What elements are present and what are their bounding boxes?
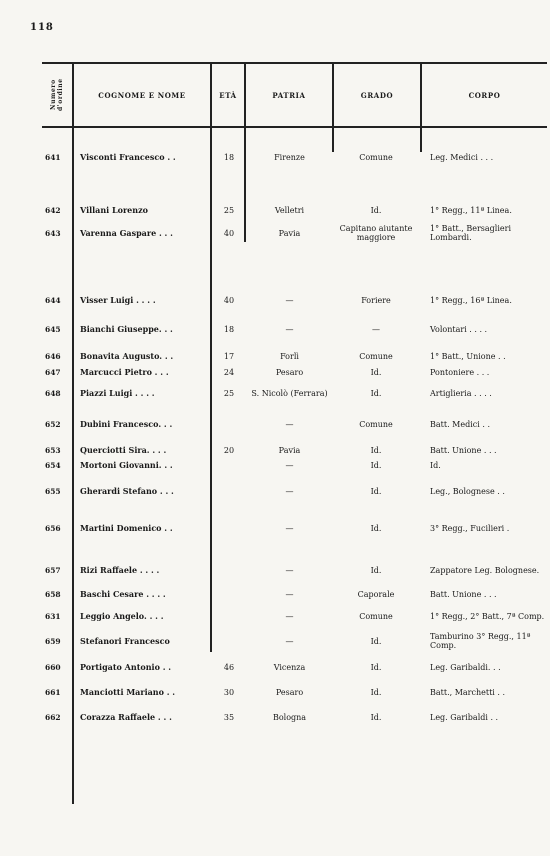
row-age: 30 bbox=[223, 687, 235, 697]
table-row bbox=[42, 411, 547, 437]
row-rank: Id. bbox=[370, 486, 382, 496]
table-row bbox=[42, 452, 547, 478]
row-number: 652 bbox=[45, 419, 61, 429]
row-rank: Comune bbox=[359, 152, 393, 162]
row-homeland: — bbox=[285, 295, 294, 305]
row-name: Piazzi Luigi . . . . bbox=[80, 387, 155, 398]
row-age: 25 bbox=[223, 205, 235, 215]
row-corps: 1° Regg., 11ª Linea. bbox=[430, 205, 512, 215]
row-number: 653 bbox=[45, 445, 61, 455]
row-corps: Leg., Bolognese . . bbox=[430, 486, 505, 496]
row-rank: Id. bbox=[370, 205, 382, 215]
row-rank: Comune bbox=[359, 351, 393, 361]
row-number: 646 bbox=[45, 351, 61, 361]
header-name: COGNOME E NOME bbox=[98, 90, 186, 100]
row-homeland: — bbox=[285, 486, 294, 496]
row-age bbox=[214, 603, 244, 629]
row-rank: Comune bbox=[359, 611, 393, 621]
row-number: 655 bbox=[45, 486, 61, 496]
row-corps: Zappatore Leg. Bolognese. bbox=[430, 565, 540, 575]
header-corps: CORPO bbox=[468, 90, 501, 100]
row-number: 645 bbox=[45, 324, 61, 334]
row-rank: Id. bbox=[370, 687, 382, 697]
row-corps: Volontari . . . . bbox=[430, 324, 488, 334]
row-homeland: — bbox=[285, 419, 294, 429]
row-rank: Id. bbox=[370, 460, 382, 470]
row-homeland: — bbox=[285, 460, 294, 470]
row-name: Dubini Francesco. . . bbox=[80, 418, 173, 429]
row-age bbox=[214, 557, 244, 583]
row-number: 644 bbox=[45, 295, 61, 305]
row-homeland: S. Nicolò (Ferrara) bbox=[251, 388, 328, 398]
row-rank: Id. bbox=[370, 712, 382, 722]
row-name: Visconti Francesco . . bbox=[80, 151, 176, 162]
row-homeland: Pesaro bbox=[275, 687, 304, 697]
row-number: 656 bbox=[45, 523, 61, 533]
row-corps: 1° Regg., 2° Batt., 7ª Comp. bbox=[430, 611, 545, 621]
row-homeland: — bbox=[285, 324, 294, 334]
row-rank: Id. bbox=[370, 367, 382, 377]
table-row bbox=[42, 478, 547, 504]
row-rank: Id. bbox=[370, 636, 382, 646]
row-corps: Leg. Garibaldi. . . bbox=[430, 662, 501, 672]
row-number: 660 bbox=[45, 662, 61, 672]
row-rank: Id. bbox=[370, 388, 382, 398]
table-row bbox=[42, 287, 547, 313]
row-number: 661 bbox=[45, 687, 61, 697]
table-row bbox=[42, 220, 547, 246]
table-row bbox=[42, 628, 547, 654]
row-corps: Batt. Unione . . . bbox=[430, 445, 497, 455]
row-rank: Id. bbox=[370, 445, 382, 455]
row-name: Visser Luigi . . . . bbox=[80, 294, 156, 305]
row-corps: Batt., Marchetti . . bbox=[430, 687, 506, 697]
row-homeland: Pavia bbox=[278, 228, 301, 238]
row-corps: Batt. Unione . . . bbox=[430, 589, 497, 599]
row-homeland: — bbox=[285, 611, 294, 621]
row-homeland: Pavia bbox=[278, 445, 301, 455]
row-age: 40 bbox=[223, 295, 235, 305]
row-corps: 1° Batt., Unione . . bbox=[430, 351, 506, 361]
row-homeland: Bologna bbox=[272, 712, 307, 722]
page-number: 118 bbox=[30, 22, 54, 33]
row-rank: Id. bbox=[370, 662, 382, 672]
row-age: 46 bbox=[223, 662, 235, 672]
row-homeland: Pesaro bbox=[275, 367, 304, 377]
row-name: Manciotti Mariano . . bbox=[80, 686, 176, 697]
row-name: Bonavita Augusto. . . bbox=[80, 350, 174, 361]
header-homeland: PATRIA bbox=[272, 90, 306, 100]
row-name: Mortoni Giovanni. . . bbox=[80, 459, 173, 470]
row-number: 662 bbox=[45, 712, 61, 722]
row-age: 35 bbox=[223, 712, 235, 722]
header-number-label: Numero d'ordine bbox=[50, 78, 64, 112]
row-name: Bianchi Giuseppe. . . bbox=[80, 323, 173, 334]
row-age bbox=[214, 452, 244, 478]
row-age: 24 bbox=[223, 367, 235, 377]
row-corps: Batt. Medici . . bbox=[430, 419, 490, 429]
row-homeland: Forlì bbox=[280, 351, 299, 361]
table-row bbox=[42, 557, 547, 583]
row-corps: 1° Batt., Bersaglieri Lombardi. bbox=[430, 224, 512, 242]
row-rank: Comune bbox=[359, 419, 393, 429]
row-name: Portigato Antonio . . bbox=[80, 661, 172, 672]
row-age: 20 bbox=[223, 445, 235, 455]
header-bottom-rule bbox=[42, 126, 547, 128]
row-name: Stefanori Francesco bbox=[80, 635, 170, 646]
row-number: 642 bbox=[45, 205, 61, 215]
row-name: Villani Lorenzo bbox=[80, 204, 148, 215]
table-row bbox=[42, 380, 547, 406]
row-rank: Id. bbox=[370, 523, 382, 533]
row-name: Gherardi Stefano . . . bbox=[80, 485, 174, 496]
row-homeland: — bbox=[285, 565, 294, 575]
row-name: Marcucci Pietro . . . bbox=[80, 366, 169, 377]
row-name: Varenna Gaspare . . . bbox=[80, 227, 173, 238]
row-corps: Pontoniere . . . bbox=[430, 367, 490, 377]
row-number: 659 bbox=[45, 636, 61, 646]
row-number: 648 bbox=[45, 388, 61, 398]
row-name: Querciotti Sira. . . . bbox=[80, 444, 167, 455]
row-age: 40 bbox=[223, 228, 235, 238]
row-homeland: Firenze bbox=[274, 152, 305, 162]
row-homeland: — bbox=[285, 636, 294, 646]
row-age bbox=[214, 478, 244, 504]
table-row bbox=[42, 679, 547, 705]
row-corps: Leg. Garibaldi . . bbox=[430, 712, 499, 722]
row-homeland: — bbox=[285, 523, 294, 533]
row-rank: — bbox=[372, 324, 380, 334]
row-number: 641 bbox=[45, 152, 61, 162]
table-row bbox=[42, 144, 547, 170]
row-homeland: Velletri bbox=[274, 205, 305, 215]
row-corps: 1° Regg., 16ª Linea. bbox=[430, 295, 512, 305]
row-homeland: Vicenza bbox=[273, 662, 306, 672]
row-number: 657 bbox=[45, 565, 61, 575]
table-row bbox=[42, 316, 547, 342]
row-age bbox=[214, 411, 244, 437]
row-name: Corazza Raffaele . . . bbox=[80, 711, 172, 722]
table-row bbox=[42, 654, 547, 680]
table-row bbox=[42, 704, 547, 730]
register-table bbox=[42, 62, 547, 807]
header-age: ETÀ bbox=[219, 90, 237, 100]
header-rank: GRADO bbox=[360, 90, 394, 100]
row-number: 643 bbox=[45, 228, 61, 238]
row-homeland: — bbox=[285, 589, 294, 599]
row-name: Baschi Cesare . . . . bbox=[80, 588, 166, 599]
row-number: 654 bbox=[45, 460, 61, 470]
row-rank: Id. bbox=[370, 565, 382, 575]
table-row bbox=[42, 603, 547, 629]
row-age bbox=[214, 515, 244, 541]
row-corps: 3° Regg., Fucilieri . bbox=[430, 523, 510, 533]
row-number: 631 bbox=[45, 611, 61, 621]
row-name: Martini Domenico . . bbox=[80, 522, 173, 533]
row-age: 18 bbox=[223, 324, 235, 334]
row-age: 17 bbox=[223, 351, 235, 361]
row-name: Rizi Raffaele . . . . bbox=[80, 564, 160, 575]
row-name: Leggio Angelo. . . . bbox=[80, 610, 164, 621]
row-corps: Leg. Medici . . . bbox=[430, 152, 494, 162]
row-number: 647 bbox=[45, 367, 61, 377]
row-corps: Tamburino 3° Regg., 11ª Comp. bbox=[430, 632, 531, 650]
row-age: 18 bbox=[223, 152, 235, 162]
header-number bbox=[42, 64, 72, 126]
row-rank: Caporale bbox=[357, 589, 395, 599]
row-rank: Capitano aiutante maggiore bbox=[339, 224, 413, 242]
row-number: 658 bbox=[45, 589, 61, 599]
row-rank: Foriere bbox=[361, 295, 391, 305]
row-age: 25 bbox=[223, 388, 235, 398]
row-corps: Id. bbox=[430, 460, 441, 470]
row-age bbox=[214, 628, 244, 654]
row-corps: Artiglieria . . . . bbox=[430, 388, 492, 398]
table-row bbox=[42, 515, 547, 541]
